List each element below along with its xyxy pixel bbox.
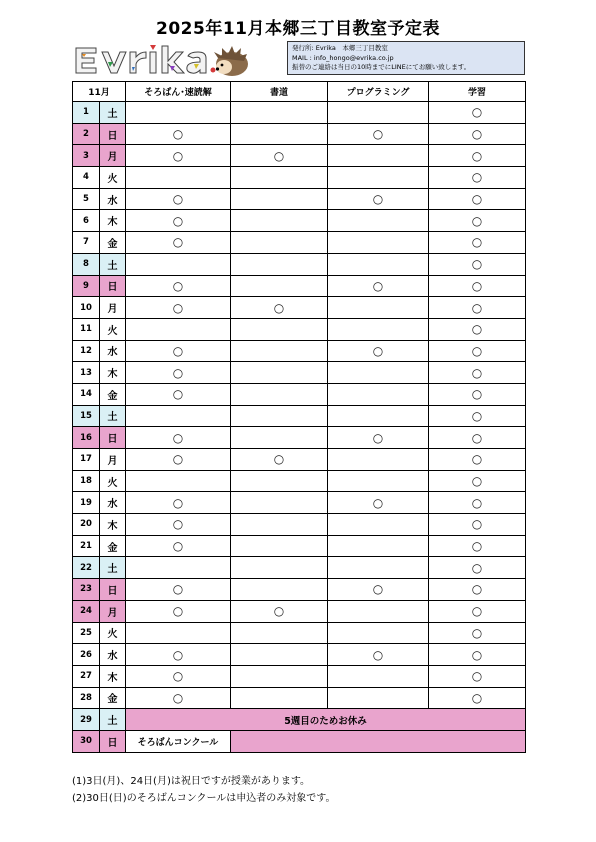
- soroban-cell: ○: [126, 449, 231, 471]
- day-number: 5: [73, 188, 100, 210]
- shodo-cell: [231, 687, 328, 709]
- soroban-cell: ○: [126, 210, 231, 232]
- footnote-2: (2)30日(日)のそろばんコンクールは申込者のみ対象です。: [72, 793, 336, 804]
- soroban-cell: ○: [126, 427, 231, 449]
- table-row-day-22: [73, 557, 526, 579]
- shodo-cell: ○: [231, 449, 328, 471]
- weekday: 日: [100, 579, 126, 601]
- weekday: 土: [100, 709, 126, 731]
- day-number: 19: [73, 492, 100, 514]
- info-box: [287, 41, 525, 75]
- soroban-cell: ○: [126, 275, 231, 297]
- soroban-cell: ○: [126, 145, 231, 167]
- table-row-day-28: [73, 687, 526, 709]
- study-cell: ○: [429, 340, 526, 362]
- footnotes: [72, 773, 336, 807]
- study-cell: ○: [429, 644, 526, 666]
- page-title: 2025年11月本郷三丁目教室予定表: [156, 19, 440, 39]
- table-row-day-8: [73, 253, 526, 275]
- programming-cell: [328, 687, 429, 709]
- soroban-cell: ○: [126, 687, 231, 709]
- soroban-cell: [126, 470, 231, 492]
- day-number: 13: [73, 362, 100, 384]
- table-row-day-1: [73, 102, 526, 124]
- shodo-cell: [231, 622, 328, 644]
- table-row-day-6: [73, 210, 526, 232]
- day-number: 26: [73, 644, 100, 666]
- study-cell: ○: [429, 535, 526, 557]
- study-cell: ○: [429, 210, 526, 232]
- weekday: 木: [100, 210, 126, 232]
- weekday: 火: [100, 318, 126, 340]
- study-cell: ○: [429, 492, 526, 514]
- programming-cell: [328, 362, 429, 384]
- day-number: 28: [73, 687, 100, 709]
- soroban-cell: [126, 622, 231, 644]
- soroban-cell: [126, 318, 231, 340]
- evrika-logo: [72, 42, 282, 78]
- weekday: 土: [100, 253, 126, 275]
- study-cell: ○: [429, 427, 526, 449]
- day-number: 29: [73, 709, 100, 731]
- table-row-day-10: [73, 297, 526, 319]
- study-cell: ○: [429, 318, 526, 340]
- table-row-day-29: [73, 709, 526, 731]
- day-number: 22: [73, 557, 100, 579]
- soroban-contest-cell: そろばんコンクール: [126, 730, 231, 752]
- weekday: 日: [100, 275, 126, 297]
- study-cell: ○: [429, 579, 526, 601]
- soroban-cell: [126, 557, 231, 579]
- weekday: 火: [100, 470, 126, 492]
- soroban-cell: ○: [126, 492, 231, 514]
- shodo-cell: [231, 492, 328, 514]
- shodo-cell: [231, 275, 328, 297]
- shodo-cell: [231, 210, 328, 232]
- shodo-cell: ○: [231, 600, 328, 622]
- programming-cell: [328, 535, 429, 557]
- study-cell: ○: [429, 362, 526, 384]
- soroban-cell: ○: [126, 514, 231, 536]
- programming-cell: [328, 253, 429, 275]
- weekday: 月: [100, 297, 126, 319]
- day-number: 4: [73, 167, 100, 189]
- shodo-cell: [231, 253, 328, 275]
- shodo-cell: [231, 665, 328, 687]
- shodo-cell: [231, 470, 328, 492]
- weekday: 金: [100, 535, 126, 557]
- weekday: 水: [100, 644, 126, 666]
- weekday: 火: [100, 622, 126, 644]
- weekday: 火: [100, 167, 126, 189]
- day-number: 30: [73, 730, 100, 752]
- study-cell: ○: [429, 405, 526, 427]
- shodo-cell: [231, 362, 328, 384]
- weekday: 木: [100, 514, 126, 536]
- weekday: 日: [100, 123, 126, 145]
- study-cell: ○: [429, 687, 526, 709]
- programming-cell: [328, 383, 429, 405]
- shodo-cell: [231, 318, 328, 340]
- soroban-cell: ○: [126, 232, 231, 254]
- weekday: 土: [100, 405, 126, 427]
- day-number: 15: [73, 405, 100, 427]
- programming-cell: [328, 318, 429, 340]
- shodo-cell: [231, 188, 328, 210]
- closed-notice: 5週目のためお休み: [126, 709, 526, 731]
- footnote-1: (1)3日(月)、24日(月)は祝日ですが授業があります。: [72, 776, 311, 787]
- programming-cell: [328, 600, 429, 622]
- table-row-day-20: [73, 514, 526, 536]
- table-row-day-25: [73, 622, 526, 644]
- day-number: 16: [73, 427, 100, 449]
- shodo-cell: [231, 102, 328, 124]
- programming-cell: [328, 514, 429, 536]
- soroban-cell: ○: [126, 600, 231, 622]
- table-row-day-23: [73, 579, 526, 601]
- header-row: [73, 82, 526, 102]
- programming-cell: ○: [328, 579, 429, 601]
- shodo-cell: [231, 579, 328, 601]
- soroban-cell: ○: [126, 644, 231, 666]
- day-number: 24: [73, 600, 100, 622]
- day-number: 6: [73, 210, 100, 232]
- table-row-day-19: [73, 492, 526, 514]
- table-row-day-5: [73, 188, 526, 210]
- day-number: 12: [73, 340, 100, 362]
- study-cell: ○: [429, 383, 526, 405]
- header-programming: プログラミング: [328, 82, 429, 102]
- day-number: 17: [73, 449, 100, 471]
- shodo-cell: [231, 167, 328, 189]
- day-number: 18: [73, 470, 100, 492]
- soroban-cell: ○: [126, 188, 231, 210]
- day-number: 9: [73, 275, 100, 297]
- study-cell: ○: [429, 514, 526, 536]
- shodo-cell: [231, 514, 328, 536]
- soroban-cell: ○: [126, 665, 231, 687]
- study-cell: ○: [429, 470, 526, 492]
- shodo-cell: [231, 405, 328, 427]
- shodo-cell: [231, 383, 328, 405]
- header-month: 11月: [73, 82, 126, 102]
- header-study: 学習: [429, 82, 526, 102]
- soroban-cell: [126, 253, 231, 275]
- weekday: 金: [100, 232, 126, 254]
- table-row-day-11: [73, 318, 526, 340]
- study-cell: ○: [429, 167, 526, 189]
- info-publisher: 発行所: Evrika 本郷三丁目教室: [292, 44, 388, 52]
- table-row-day-9: [73, 275, 526, 297]
- empty-pink-cell: [231, 730, 526, 752]
- weekday: 金: [100, 383, 126, 405]
- programming-cell: [328, 232, 429, 254]
- day-number: 7: [73, 232, 100, 254]
- shodo-cell: [231, 427, 328, 449]
- weekday: 金: [100, 687, 126, 709]
- table-row-day-21: [73, 535, 526, 557]
- programming-cell: [328, 622, 429, 644]
- shodo-cell: [231, 123, 328, 145]
- table-row-day-27: [73, 665, 526, 687]
- programming-cell: [328, 167, 429, 189]
- day-number: 1: [73, 102, 100, 124]
- shodo-cell: [231, 557, 328, 579]
- weekday: 水: [100, 188, 126, 210]
- study-cell: ○: [429, 622, 526, 644]
- day-number: 25: [73, 622, 100, 644]
- weekday: 月: [100, 449, 126, 471]
- programming-cell: ○: [328, 427, 429, 449]
- table-row-day-24: [73, 600, 526, 622]
- study-cell: ○: [429, 145, 526, 167]
- day-number: 23: [73, 579, 100, 601]
- day-number: 21: [73, 535, 100, 557]
- day-number: 8: [73, 253, 100, 275]
- shodo-cell: [231, 340, 328, 362]
- soroban-cell: ○: [126, 362, 231, 384]
- study-cell: ○: [429, 665, 526, 687]
- table-row-day-12: [73, 340, 526, 362]
- soroban-cell: [126, 102, 231, 124]
- soroban-cell: ○: [126, 383, 231, 405]
- programming-cell: [328, 557, 429, 579]
- programming-cell: ○: [328, 340, 429, 362]
- study-cell: ○: [429, 188, 526, 210]
- table-row-day-15: [73, 405, 526, 427]
- table-row-day-18: [73, 470, 526, 492]
- programming-cell: ○: [328, 275, 429, 297]
- programming-cell: [328, 102, 429, 124]
- day-number: 10: [73, 297, 100, 319]
- weekday: 日: [100, 730, 126, 752]
- table-row-day-4: [73, 167, 526, 189]
- study-cell: ○: [429, 297, 526, 319]
- study-cell: ○: [429, 232, 526, 254]
- table-row-day-7: [73, 232, 526, 254]
- soroban-cell: ○: [126, 123, 231, 145]
- weekday: 土: [100, 557, 126, 579]
- shodo-cell: ○: [231, 145, 328, 167]
- shodo-cell: [231, 232, 328, 254]
- schedule-table: [72, 81, 526, 753]
- table-row-day-17: [73, 449, 526, 471]
- header-shodo: 書道: [231, 82, 328, 102]
- study-cell: ○: [429, 600, 526, 622]
- table-row-day-14: [73, 383, 526, 405]
- soroban-cell: ○: [126, 340, 231, 362]
- day-number: 27: [73, 665, 100, 687]
- study-cell: ○: [429, 557, 526, 579]
- weekday: 木: [100, 362, 126, 384]
- shodo-cell: ○: [231, 297, 328, 319]
- soroban-cell: ○: [126, 297, 231, 319]
- weekday: 日: [100, 427, 126, 449]
- weekday: 水: [100, 340, 126, 362]
- study-cell: ○: [429, 449, 526, 471]
- programming-cell: [328, 145, 429, 167]
- table-row-day-30: [73, 730, 526, 752]
- weekday: 木: [100, 665, 126, 687]
- programming-cell: [328, 297, 429, 319]
- programming-cell: ○: [328, 492, 429, 514]
- programming-cell: [328, 449, 429, 471]
- study-cell: ○: [429, 102, 526, 124]
- day-number: 20: [73, 514, 100, 536]
- study-cell: ○: [429, 275, 526, 297]
- info-mail: MAIL : info_hongo@evrika.co.jp: [292, 53, 394, 62]
- weekday: 土: [100, 102, 126, 124]
- study-cell: ○: [429, 123, 526, 145]
- table-row-day-3: [73, 145, 526, 167]
- table-row-day-16: [73, 427, 526, 449]
- table-row-day-13: [73, 362, 526, 384]
- weekday: 月: [100, 145, 126, 167]
- day-number: 14: [73, 383, 100, 405]
- day-number: 2: [73, 123, 100, 145]
- programming-cell: ○: [328, 188, 429, 210]
- study-cell: ○: [429, 253, 526, 275]
- day-number: 11: [73, 318, 100, 340]
- shodo-cell: [231, 535, 328, 557]
- header-soroban: そろばん･速読解: [126, 82, 231, 102]
- programming-cell: [328, 470, 429, 492]
- shodo-cell: [231, 644, 328, 666]
- programming-cell: ○: [328, 644, 429, 666]
- soroban-cell: [126, 167, 231, 189]
- programming-cell: [328, 405, 429, 427]
- programming-cell: [328, 665, 429, 687]
- programming-cell: ○: [328, 123, 429, 145]
- info-notice: 振替のご連絡は当日の10時までにLINEにてお願い致します。: [292, 63, 471, 71]
- programming-cell: [328, 210, 429, 232]
- schedule-body: [73, 102, 526, 753]
- day-number: 3: [73, 145, 100, 167]
- table-row-day-2: [73, 123, 526, 145]
- weekday: 水: [100, 492, 126, 514]
- table-row-day-26: [73, 644, 526, 666]
- soroban-cell: [126, 405, 231, 427]
- weekday: 月: [100, 600, 126, 622]
- soroban-cell: ○: [126, 535, 231, 557]
- soroban-cell: ○: [126, 579, 231, 601]
